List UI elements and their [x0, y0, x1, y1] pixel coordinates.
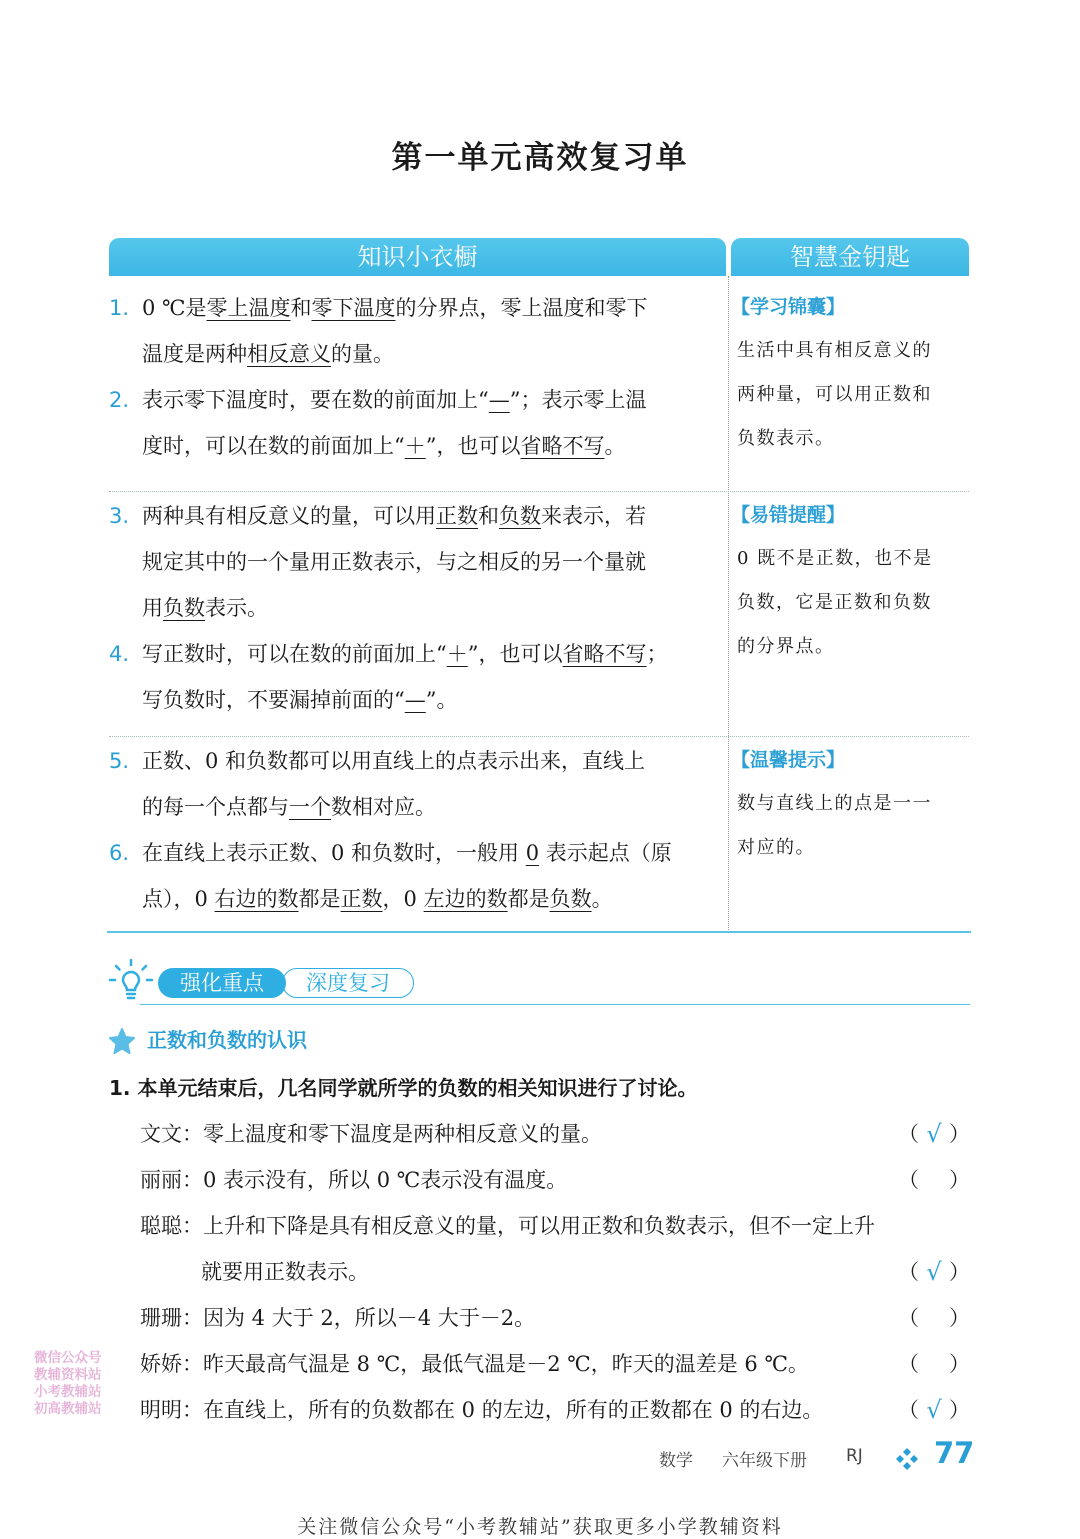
statement-jiaojiao: 娇娇：昨天最高气温是 8 ℃，最低气温是－2 ℃，昨天的温差是 6 ℃。 — [140, 1352, 809, 1376]
tip-warm-line: 对应的。 — [737, 837, 815, 858]
answer-bracket: （ ） — [898, 1306, 970, 1330]
watermark-logo: 微信公众号 教辅资料站 小考教辅站 初高教辅站 — [34, 1350, 102, 1417]
statement-lili: 丽丽：0 表示没有，所以 0 ℃表示没有温度。 — [140, 1168, 568, 1192]
answer-bracket: （ √ ） — [898, 1111, 970, 1157]
statement-congcong-cont: 就要用正数表示。 — [201, 1260, 369, 1284]
question-title: 1. 本单元结束后，几名同学就所学的负数的相关知识进行了讨论。 — [109, 1076, 698, 1100]
tip-learning-line: 两种量，可以用正数和 — [737, 384, 932, 405]
star-icon — [108, 1027, 136, 1055]
item-3-line-2: 规定其中的一个量用正数表示，与之相反的另一个量就 — [142, 550, 646, 574]
tip-mistake-tag: 【易错提醒】 — [731, 504, 846, 526]
tip-warm-tag: 【温馨提示】 — [731, 749, 846, 771]
tip-learning-tag: 【学习锦囊】 — [731, 296, 846, 318]
check-mark: √ — [926, 1120, 942, 1148]
row-divider — [109, 736, 969, 737]
answer-bracket: （ √ ） — [898, 1249, 970, 1295]
page-title: 第一单元高效复习单 — [391, 140, 689, 176]
item-5-line-1: 5. 正数、0 和负数都可以用直线上的点表示出来，直线上 — [109, 749, 646, 773]
tip-mistake-line: 0 既不是正数，也不是 — [737, 548, 933, 569]
knowledge-header: 知识小衣橱 — [109, 238, 726, 276]
statement-shanshan: 珊珊：因为 4 大于 2，所以－4 大于－2。 — [140, 1306, 536, 1330]
answer-bracket: （ √ ） — [898, 1387, 970, 1433]
item-4-line-1: 4. 写正数时，可以在数的前面加上“＋”，也可以省略不写； — [109, 642, 668, 666]
item-3-line-3: 用负数表示。 — [142, 596, 268, 620]
item-2-line-1: 2. 表示零下温度时，要在数的前面加上“—”；表示零上温 — [109, 388, 647, 412]
tip-warm-line: 数与直线上的点是一一 — [737, 793, 932, 814]
item-1-line-1: 1. 0 ℃是零上温度和零下温度的分界点，零上温度和零下 — [109, 296, 648, 320]
item-1-line-2: 温度是两种相反意义的量。 — [142, 342, 394, 366]
statement-mingming: 明明：在直线上，所有的负数都在 0 的左边，所有的正数都在 0 的右边。 — [140, 1398, 824, 1422]
tip-learning-line: 负数表示。 — [737, 428, 835, 449]
tip-learning-line: 生活中具有相反意义的 — [737, 340, 932, 361]
answer-bracket: （ ） — [898, 1168, 970, 1192]
footer-edition: RJ — [846, 1446, 863, 1466]
bottom-note: 关注微信公众号“小考教辅站”获取更多小学教辅资料 — [297, 1516, 783, 1538]
table-bottom-line — [107, 931, 971, 933]
diamond-cluster-icon — [896, 1448, 918, 1470]
deep-review-pill: 深度复习 — [282, 968, 414, 998]
footer-grade: 六年级下册 — [722, 1451, 807, 1471]
item-6-line-1: 6. 在直线上表示正数、0 和负数时，一般用 0 表示起点（原 — [109, 841, 672, 865]
banner-underline — [140, 1004, 970, 1005]
key-points-pill: 强化重点 — [158, 968, 286, 998]
item-4-line-2: 写负数时，不要漏掉前面的“—”。 — [142, 688, 458, 712]
statement-congcong: 聪聪：上升和下降是具有相反意义的量，可以用正数和负数表示，但不一定上升 — [140, 1214, 875, 1238]
footer-subject: 数学 — [659, 1451, 693, 1471]
section-title: 正数和负数的认识 — [147, 1028, 307, 1052]
tip-mistake-line: 的分界点。 — [737, 636, 835, 657]
lightbulb-icon — [108, 958, 154, 1004]
column-divider — [728, 276, 729, 930]
wisdom-key-header: 智慧金钥匙 — [731, 238, 969, 276]
check-mark: √ — [926, 1396, 942, 1424]
row-divider — [109, 491, 969, 492]
check-mark: √ — [926, 1258, 942, 1286]
statement-wenwen: 文文：零上温度和零下温度是两种相反意义的量。 — [140, 1122, 602, 1146]
tip-mistake-line: 负数，它是正数和负数 — [737, 592, 932, 613]
page-number: 77 — [934, 1436, 975, 1470]
answer-bracket: （ ） — [898, 1352, 970, 1376]
item-3-line-1: 3. 两种具有相反意义的量，可以用正数和负数来表示，若 — [109, 504, 646, 528]
item-5-line-2: 的每一个点都与一个数相对应。 — [142, 795, 436, 819]
item-2-line-2: 度时，可以在数的前面加上“＋”，也可以省略不写。 — [142, 434, 626, 458]
item-6-line-2: 点），0 右边的数都是正数，0 左边的数都是负数。 — [142, 887, 613, 911]
